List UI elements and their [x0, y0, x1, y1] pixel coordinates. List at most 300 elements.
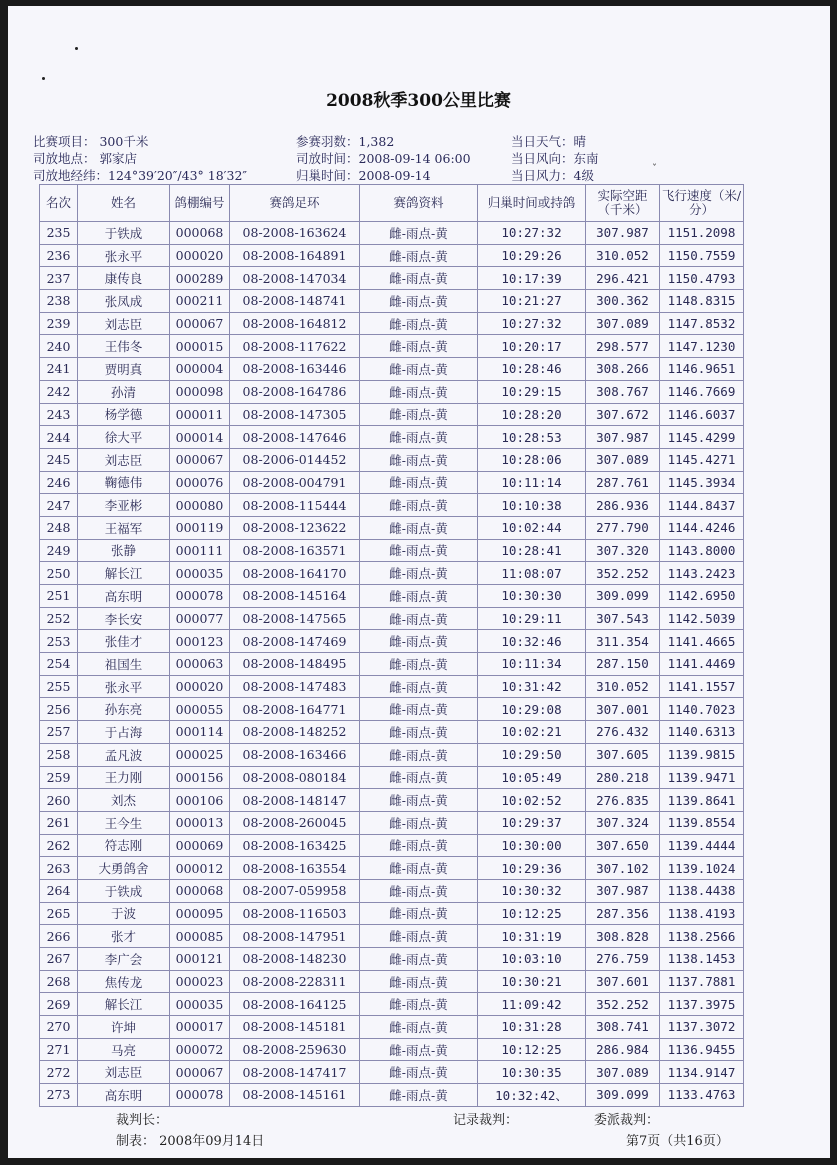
info-cell: 雌-雨点-黄: [360, 448, 478, 471]
name-cell: 刘志臣: [78, 448, 170, 471]
rank-cell: 261: [40, 811, 78, 834]
name-cell: 许坤: [78, 1016, 170, 1039]
table-row: [40, 698, 744, 721]
info-cell: 雌-雨点-黄: [360, 721, 478, 744]
info-cell: 雌-雨点-黄: [360, 698, 478, 721]
loft-cell: 000114: [170, 721, 230, 744]
table-row: [40, 222, 744, 245]
info-cell: 雌-雨点-黄: [360, 789, 478, 812]
distance-cell: 309.099: [586, 1084, 660, 1107]
time-cell: 10:29:36: [478, 857, 586, 880]
name-cell: 刘杰: [78, 789, 170, 812]
speed-cell: 1143.2423: [660, 562, 744, 585]
table-row: [40, 335, 744, 358]
wind-force: 当日风力：4级: [511, 168, 594, 183]
name-cell: 解长江: [78, 993, 170, 1016]
name-cell: 李亚彬: [78, 494, 170, 517]
time-cell: 10:32:46: [478, 630, 586, 653]
info-cell: 雌-雨点-黄: [360, 902, 478, 925]
info-cell: 雌-雨点-黄: [360, 222, 478, 245]
distance-cell: 307.987: [586, 426, 660, 449]
ring-cell: 08-2008-123622: [230, 516, 360, 539]
info-cell: 雌-雨点-黄: [360, 403, 478, 426]
name-cell: 王今生: [78, 811, 170, 834]
info-cell: 雌-雨点-黄: [360, 834, 478, 857]
ring-cell: 08-2008-164125: [230, 993, 360, 1016]
speed-cell: 1136.9455: [660, 1038, 744, 1061]
time-cell: 10:31:28: [478, 1016, 586, 1039]
table-row: [40, 1084, 744, 1107]
header-rank: 名次: [40, 185, 78, 222]
info-cell: 雌-雨点-黄: [360, 1016, 478, 1039]
time-cell: 10:30:00: [478, 834, 586, 857]
distance-cell: 287.356: [586, 902, 660, 925]
ring-cell: 08-2008-164786: [230, 380, 360, 403]
header-pigeon-info: 赛鸽资料: [360, 185, 478, 222]
speed-cell: 1147.1230: [660, 335, 744, 358]
distance-cell: 307.987: [586, 222, 660, 245]
distance-cell: 311.354: [586, 630, 660, 653]
header-return-time: 归巢时间或持鸽: [478, 185, 586, 222]
distance-cell: 277.790: [586, 516, 660, 539]
name-cell: 杨学德: [78, 403, 170, 426]
ring-cell: 08-2008-163624: [230, 222, 360, 245]
table-row: [40, 562, 744, 585]
distance-cell: 307.672: [586, 403, 660, 426]
info-cell: 雌-雨点-黄: [360, 766, 478, 789]
time-cell: 10:17:39: [478, 267, 586, 290]
speed-cell: 1138.4438: [660, 879, 744, 902]
rank-cell: 243: [40, 403, 78, 426]
speed-cell: 1144.4246: [660, 516, 744, 539]
table-row: [40, 494, 744, 517]
ring-cell: 08-2008-116503: [230, 902, 360, 925]
rank-cell: 273: [40, 1084, 78, 1107]
speed-cell: 1142.5039: [660, 607, 744, 630]
rank-cell: 272: [40, 1061, 78, 1084]
name-cell: 于波: [78, 902, 170, 925]
speed-cell: 1139.1024: [660, 857, 744, 880]
loft-cell: 000067: [170, 448, 230, 471]
scan-speck: [75, 47, 78, 50]
table-header-row: [40, 185, 744, 222]
rank-cell: 254: [40, 653, 78, 676]
distance-cell: 308.266: [586, 358, 660, 381]
speed-cell: 1145.4299: [660, 426, 744, 449]
table-row: [40, 471, 744, 494]
loft-cell: 000069: [170, 834, 230, 857]
speed-cell: 1138.2566: [660, 925, 744, 948]
return-date: 归巢时间：2008-09-14: [296, 168, 431, 183]
table-row: [40, 448, 744, 471]
event-distance: 比赛项目： 300千米: [33, 134, 149, 149]
ring-cell: 08-2008-148741: [230, 290, 360, 313]
name-cell: 于铁成: [78, 222, 170, 245]
rank-cell: 266: [40, 925, 78, 948]
rank-cell: 262: [40, 834, 78, 857]
time-cell: 10:28:41: [478, 539, 586, 562]
distance-cell: 307.324: [586, 811, 660, 834]
info-cell: 雌-雨点-黄: [360, 290, 478, 313]
info-cell: 雌-雨点-黄: [360, 675, 478, 698]
ring-cell: 08-2008-164891: [230, 244, 360, 267]
name-cell: 王伟冬: [78, 335, 170, 358]
speed-cell: 1146.7669: [660, 380, 744, 403]
ring-cell: 08-2008-164170: [230, 562, 360, 585]
loft-cell: 000119: [170, 516, 230, 539]
name-cell: 孙东亮: [78, 698, 170, 721]
loft-cell: 000035: [170, 993, 230, 1016]
info-cell: 雌-雨点-黄: [360, 1038, 478, 1061]
loft-cell: 000063: [170, 653, 230, 676]
distance-cell: 276.432: [586, 721, 660, 744]
info-cell: 雌-雨点-黄: [360, 426, 478, 449]
info-cell: 雌-雨点-黄: [360, 925, 478, 948]
ring-cell: 08-2008-228311: [230, 970, 360, 993]
chief-judge-label: 裁判长：: [116, 1113, 169, 1128]
ring-cell: 08-2008-259630: [230, 1038, 360, 1061]
time-cell: 10:29:26: [478, 244, 586, 267]
name-cell: 刘志臣: [78, 312, 170, 335]
loft-cell: 000004: [170, 358, 230, 381]
loft-cell: 000078: [170, 1084, 230, 1107]
name-cell: 李长安: [78, 607, 170, 630]
distance-cell: 276.835: [586, 789, 660, 812]
time-cell: 10:27:32: [478, 312, 586, 335]
ring-cell: 08-2006-014452: [230, 448, 360, 471]
ring-cell: 08-2008-117622: [230, 335, 360, 358]
rank-cell: 238: [40, 290, 78, 313]
ring-cell: 08-2008-163446: [230, 358, 360, 381]
distance-cell: 307.650: [586, 834, 660, 857]
wind-direction: 当日风向：东南: [511, 151, 599, 166]
name-cell: 符志刚: [78, 834, 170, 857]
loft-cell: 000014: [170, 426, 230, 449]
distance-cell: 280.218: [586, 766, 660, 789]
info-cell: 雌-雨点-黄: [360, 857, 478, 880]
table-row: [40, 426, 744, 449]
header-speed: 飞行速度（米/分）: [660, 185, 744, 222]
rank-cell: 253: [40, 630, 78, 653]
ring-cell: 08-2008-147646: [230, 426, 360, 449]
loft-cell: 000011: [170, 403, 230, 426]
table-row: [40, 811, 744, 834]
distance-cell: 307.089: [586, 448, 660, 471]
info-cell: 雌-雨点-黄: [360, 585, 478, 608]
info-cell: 雌-雨点-黄: [360, 312, 478, 335]
loft-cell: 000067: [170, 312, 230, 335]
speed-cell: 1138.4193: [660, 902, 744, 925]
ring-cell: 08-2008-004791: [230, 471, 360, 494]
name-cell: 于铁成: [78, 879, 170, 902]
name-cell: 张才: [78, 925, 170, 948]
table-row: [40, 834, 744, 857]
rank-cell: 264: [40, 879, 78, 902]
loft-cell: 000055: [170, 698, 230, 721]
distance-cell: 307.089: [586, 312, 660, 335]
ring-cell: 08-2008-080184: [230, 766, 360, 789]
ring-cell: 08-2008-115444: [230, 494, 360, 517]
loft-cell: 000076: [170, 471, 230, 494]
weather: 当日天气：晴: [511, 134, 587, 149]
info-cell: 雌-雨点-黄: [360, 970, 478, 993]
ring-cell: 08-2008-148147: [230, 789, 360, 812]
loft-cell: 000121: [170, 948, 230, 971]
rank-cell: 255: [40, 675, 78, 698]
loft-cell: 000072: [170, 1038, 230, 1061]
table-row: [40, 857, 744, 880]
speed-cell: 1139.8641: [660, 789, 744, 812]
distance-cell: 307.089: [586, 1061, 660, 1084]
speed-cell: 1141.1557: [660, 675, 744, 698]
loft-cell: 000013: [170, 811, 230, 834]
header-distance: 实际空距（千米）: [586, 185, 660, 222]
rank-cell: 267: [40, 948, 78, 971]
time-cell: 10:02:44: [478, 516, 586, 539]
info-cell: 雌-雨点-黄: [360, 743, 478, 766]
loft-cell: 000156: [170, 766, 230, 789]
loft-cell: 000077: [170, 607, 230, 630]
speed-cell: 1145.4271: [660, 448, 744, 471]
rank-cell: 247: [40, 494, 78, 517]
info-cell: 雌-雨点-黄: [360, 811, 478, 834]
time-cell: 10:12:25: [478, 902, 586, 925]
time-cell: 10:11:14: [478, 471, 586, 494]
ring-cell: 08-2008-164771: [230, 698, 360, 721]
table-row: [40, 653, 744, 676]
table-row: [40, 244, 744, 267]
speed-cell: 1147.8532: [660, 312, 744, 335]
rank-cell: 249: [40, 539, 78, 562]
time-cell: 10:30:32: [478, 879, 586, 902]
time-cell: 10:12:25: [478, 1038, 586, 1061]
info-cell: 雌-雨点-黄: [360, 539, 478, 562]
info-cell: 雌-雨点-黄: [360, 267, 478, 290]
distance-cell: 309.099: [586, 585, 660, 608]
info-cell: 雌-雨点-黄: [360, 380, 478, 403]
name-cell: 张永平: [78, 675, 170, 698]
release-time: 司放时间：2008-09-14 06:00: [296, 151, 471, 166]
table-row: [40, 1061, 744, 1084]
loft-cell: 000080: [170, 494, 230, 517]
time-cell: 10:03:10: [478, 948, 586, 971]
rank-cell: 241: [40, 358, 78, 381]
rank-cell: 265: [40, 902, 78, 925]
name-cell: 康传良: [78, 267, 170, 290]
distance-cell: 276.759: [586, 948, 660, 971]
ring-cell: 08-2008-147951: [230, 925, 360, 948]
info-cell: 雌-雨点-黄: [360, 516, 478, 539]
speed-cell: 1133.4763: [660, 1084, 744, 1107]
rank-cell: 252: [40, 607, 78, 630]
header-loft-number: 鸽棚编号: [170, 185, 230, 222]
distance-cell: 308.767: [586, 380, 660, 403]
distance-cell: 307.102: [586, 857, 660, 880]
rank-cell: 263: [40, 857, 78, 880]
name-cell: 王福军: [78, 516, 170, 539]
name-cell: 孙清: [78, 380, 170, 403]
time-cell: 10:29:15: [478, 380, 586, 403]
speed-cell: 1150.4793: [660, 267, 744, 290]
loft-cell: 000111: [170, 539, 230, 562]
speed-cell: 1146.9651: [660, 358, 744, 381]
table-row: [40, 948, 744, 971]
speed-cell: 1141.4469: [660, 653, 744, 676]
table-row: [40, 358, 744, 381]
info-cell: 雌-雨点-黄: [360, 993, 478, 1016]
speed-cell: 1143.8000: [660, 539, 744, 562]
name-cell: 刘志臣: [78, 1061, 170, 1084]
distance-cell: 310.052: [586, 675, 660, 698]
ring-cell: 08-2008-145164: [230, 585, 360, 608]
info-cell: 雌-雨点-黄: [360, 358, 478, 381]
results-table: [39, 184, 744, 1107]
time-cell: 10:30:30: [478, 585, 586, 608]
table-row: [40, 1038, 744, 1061]
time-cell: 10:31:42: [478, 675, 586, 698]
table-row: [40, 630, 744, 653]
distance-cell: 286.984: [586, 1038, 660, 1061]
info-cell: 雌-雨点-黄: [360, 244, 478, 267]
time-cell: 10:28:20: [478, 403, 586, 426]
distance-cell: 307.601: [586, 970, 660, 993]
distance-cell: 307.605: [586, 743, 660, 766]
ring-cell: 08-2008-147469: [230, 630, 360, 653]
loft-cell: 000211: [170, 290, 230, 313]
header-name: 姓名: [78, 185, 170, 222]
name-cell: 祖国生: [78, 653, 170, 676]
table-row: [40, 721, 744, 744]
check-mark-icon: ˇ: [652, 164, 657, 175]
table-row: [40, 403, 744, 426]
page-title: 2008秋季300公里比赛: [326, 91, 511, 111]
table-row: [40, 902, 744, 925]
time-cell: 10:29:50: [478, 743, 586, 766]
distance-cell: 308.741: [586, 1016, 660, 1039]
ring-cell: 08-2008-147034: [230, 267, 360, 290]
speed-cell: 1140.6313: [660, 721, 744, 744]
time-cell: 10:28:46: [478, 358, 586, 381]
loft-cell: 000025: [170, 743, 230, 766]
time-cell: 10:30:21: [478, 970, 586, 993]
distance-cell: 352.252: [586, 993, 660, 1016]
ring-cell: 08-2008-260045: [230, 811, 360, 834]
table-row: [40, 970, 744, 993]
time-cell: 10:02:52: [478, 789, 586, 812]
speed-cell: 1134.9147: [660, 1061, 744, 1084]
speed-cell: 1139.4444: [660, 834, 744, 857]
table-row: [40, 380, 744, 403]
name-cell: 大勇鸽舍: [78, 857, 170, 880]
distance-cell: 296.421: [586, 267, 660, 290]
rank-cell: 268: [40, 970, 78, 993]
table-row: [40, 539, 744, 562]
release-location: 司放地点： 郭家店: [33, 151, 137, 166]
time-cell: 11:09:42: [478, 993, 586, 1016]
name-cell: 马亮: [78, 1038, 170, 1061]
time-cell: 10:29:37: [478, 811, 586, 834]
loft-cell: 000068: [170, 222, 230, 245]
ring-cell: 08-2008-147565: [230, 607, 360, 630]
table-row: [40, 516, 744, 539]
info-cell: 雌-雨点-黄: [360, 562, 478, 585]
table-row: [40, 607, 744, 630]
info-cell: 雌-雨点-黄: [360, 1061, 478, 1084]
rank-cell: 244: [40, 426, 78, 449]
time-cell: 10:29:08: [478, 698, 586, 721]
name-cell: 于占海: [78, 721, 170, 744]
info-cell: 雌-雨点-黄: [360, 471, 478, 494]
time-cell: 10:28:06: [478, 448, 586, 471]
table-row: [40, 585, 744, 608]
rank-cell: 236: [40, 244, 78, 267]
speed-cell: 1139.8554: [660, 811, 744, 834]
loft-cell: 000020: [170, 675, 230, 698]
table-row: [40, 267, 744, 290]
distance-cell: 307.001: [586, 698, 660, 721]
table-row: [40, 925, 744, 948]
distance-cell: 307.320: [586, 539, 660, 562]
ring-cell: 08-2008-148252: [230, 721, 360, 744]
info-cell: 雌-雨点-黄: [360, 335, 478, 358]
loft-cell: 000035: [170, 562, 230, 585]
rank-cell: 269: [40, 993, 78, 1016]
ring-cell: 08-2007-059958: [230, 879, 360, 902]
name-cell: 徐大平: [78, 426, 170, 449]
table-row: [40, 789, 744, 812]
rank-cell: 235: [40, 222, 78, 245]
time-cell: 10:10:38: [478, 494, 586, 517]
info-cell: 雌-雨点-黄: [360, 948, 478, 971]
table-row: [40, 993, 744, 1016]
name-cell: 高东明: [78, 1084, 170, 1107]
loft-cell: 000012: [170, 857, 230, 880]
committee-judge-label: 委派裁判：: [594, 1113, 660, 1128]
table-row: [40, 1016, 744, 1039]
loft-cell: 000017: [170, 1016, 230, 1039]
rank-cell: 258: [40, 743, 78, 766]
rank-cell: 242: [40, 380, 78, 403]
time-cell: 10:28:53: [478, 426, 586, 449]
time-cell: 10:21:27: [478, 290, 586, 313]
time-cell: 10:11:34: [478, 653, 586, 676]
ring-cell: 08-2008-164812: [230, 312, 360, 335]
ring-cell: 08-2008-148230: [230, 948, 360, 971]
rank-cell: 246: [40, 471, 78, 494]
distance-cell: 287.761: [586, 471, 660, 494]
name-cell: 解长江: [78, 562, 170, 585]
speed-cell: 1139.9815: [660, 743, 744, 766]
name-cell: 张佳才: [78, 630, 170, 653]
distance-cell: 308.828: [586, 925, 660, 948]
loft-cell: 000068: [170, 879, 230, 902]
rank-cell: 250: [40, 562, 78, 585]
loft-cell: 000015: [170, 335, 230, 358]
distance-cell: 298.577: [586, 335, 660, 358]
time-cell: 10:02:21: [478, 721, 586, 744]
info-cell: 雌-雨点-黄: [360, 1084, 478, 1107]
ring-cell: 08-2008-145181: [230, 1016, 360, 1039]
table-row: [40, 675, 744, 698]
ring-cell: 08-2008-147483: [230, 675, 360, 698]
speed-cell: 1137.7881: [660, 970, 744, 993]
rank-cell: 257: [40, 721, 78, 744]
rank-cell: 256: [40, 698, 78, 721]
distance-cell: 300.362: [586, 290, 660, 313]
distance-cell: 352.252: [586, 562, 660, 585]
made-date: 制表： 2008年09月14日: [116, 1134, 265, 1149]
loft-cell: 000085: [170, 925, 230, 948]
